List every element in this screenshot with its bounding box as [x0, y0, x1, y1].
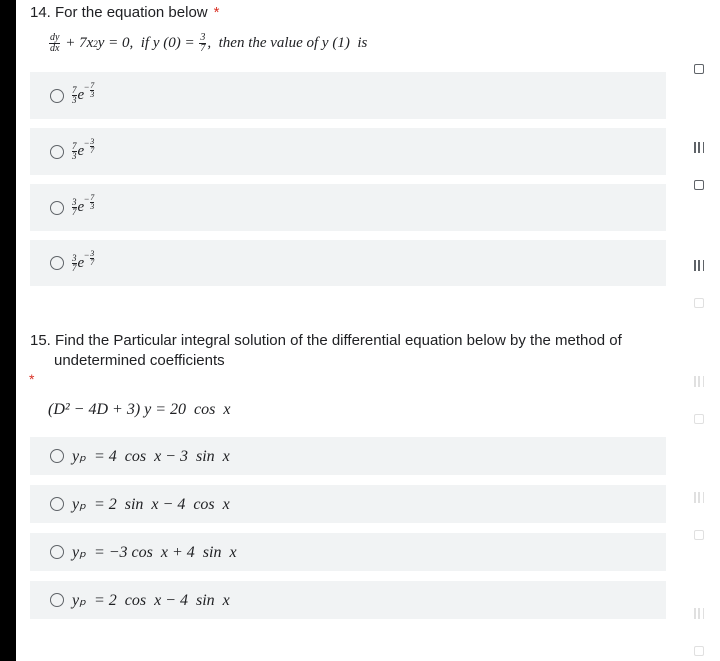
- exp-base: e: [77, 87, 85, 103]
- option-expression: yₚ = 4 cos x − 3 sin x: [72, 448, 230, 465]
- add-question-icon[interactable]: [694, 414, 704, 424]
- radio-button[interactable]: [50, 145, 64, 159]
- initial-value-fraction: [199, 33, 206, 54]
- exp-denominator: 3: [90, 202, 95, 211]
- question-15-option-1[interactable]: [30, 437, 666, 475]
- exp-base: e: [77, 143, 85, 159]
- coef-numerator: 7: [72, 141, 77, 151]
- question-14-option-2[interactable]: [30, 128, 666, 175]
- coef-denominator: 3: [72, 151, 77, 161]
- derivative-fraction: [49, 33, 60, 54]
- exp-numerator: 3: [90, 137, 95, 146]
- question-15-option-3[interactable]: [30, 533, 666, 571]
- option-expression: [72, 193, 95, 217]
- left-accent-bar: [0, 0, 16, 661]
- drag-handle-icon[interactable]: [694, 376, 704, 387]
- option-expression: yₚ = −3 cos x + 4 sin x: [72, 544, 237, 561]
- equation-part-2: y = 0, if y (0) =: [97, 35, 199, 51]
- option-expression: [72, 248, 95, 273]
- option-expression: yₚ = 2 sin x − 4 cos x: [72, 496, 230, 513]
- coef-numerator: 7: [72, 85, 77, 95]
- derivative-denominator: dx: [50, 43, 60, 54]
- radio-button[interactable]: [50, 497, 64, 511]
- exp-numerator: 7: [90, 81, 95, 90]
- question-14-option-3[interactable]: [30, 184, 666, 231]
- coef-denominator: 7: [72, 262, 77, 273]
- question-15-title-line-2: undetermined coefficients: [54, 352, 225, 369]
- option-expression: [72, 81, 95, 105]
- option-expression: yₚ = 2 cos x − 4 sin x: [72, 592, 230, 609]
- radio-button[interactable]: [50, 89, 64, 103]
- question-14-title-text: 14. For the equation below: [30, 4, 208, 21]
- add-question-icon[interactable]: [694, 298, 704, 308]
- exp-sign: −: [84, 138, 90, 148]
- exp-numerator: 7: [90, 193, 95, 202]
- question-15-title-line-1: 15. Find the Particular integral solution of the differential equation below by the method of: [30, 332, 622, 349]
- derivative-numerator: dy: [50, 32, 60, 43]
- equation-part-1: + 7x: [61, 35, 94, 51]
- drag-handle-icon[interactable]: [694, 492, 704, 503]
- drag-handle-icon[interactable]: [694, 608, 704, 619]
- exp-denominator: 3: [90, 90, 95, 99]
- radio-button[interactable]: [50, 545, 64, 559]
- exp-numerator: 3: [90, 248, 95, 258]
- add-question-icon[interactable]: [694, 530, 704, 540]
- question-15-option-2[interactable]: [30, 485, 666, 523]
- question-15-title: [30, 331, 622, 371]
- question-14-option-1[interactable]: [30, 72, 666, 119]
- coef-denominator: 3: [72, 95, 77, 105]
- option-expression: [72, 137, 95, 161]
- exp-base: e: [77, 254, 85, 271]
- question-14-equation: $\frac{dy}{dx}$ + 7x 2 y = 0, if y (0) = $\frac{3}{7}$ , then the value of y (1) is: [50, 32, 368, 54]
- add-question-icon[interactable]: [694, 180, 704, 190]
- question-14-option-4[interactable]: [30, 240, 666, 286]
- drag-handle-icon[interactable]: [694, 260, 704, 271]
- exp-base: e: [77, 199, 85, 215]
- required-asterisk: *: [213, 4, 220, 21]
- coef-denominator: 7: [72, 207, 77, 217]
- exp-denominator: 7: [90, 146, 95, 155]
- radio-button[interactable]: [50, 449, 64, 463]
- radio-button[interactable]: [50, 201, 64, 215]
- add-question-icon[interactable]: [694, 646, 704, 656]
- exp-sign: −: [84, 194, 90, 204]
- exp-sign: −: [84, 82, 90, 92]
- coef-numerator: 3: [72, 252, 77, 263]
- exp-sign: −: [84, 249, 90, 260]
- required-asterisk: *: [29, 371, 35, 387]
- exp-denominator: 7: [90, 257, 95, 267]
- radio-button[interactable]: [50, 593, 64, 607]
- drag-handle-icon[interactable]: [694, 142, 704, 153]
- question-15-equation: (D² − 4D + 3) y = 20 cos x: [48, 401, 231, 418]
- add-question-icon[interactable]: [694, 64, 704, 74]
- equation-part-3: , then the value of y (1) is: [207, 35, 368, 51]
- radio-button[interactable]: [50, 256, 64, 270]
- question-15-option-4[interactable]: [30, 581, 666, 619]
- initial-value-denominator: 7: [200, 43, 206, 54]
- initial-value-numerator: 3: [200, 32, 206, 43]
- coef-numerator: 3: [72, 197, 77, 207]
- question-14-title: [30, 3, 219, 23]
